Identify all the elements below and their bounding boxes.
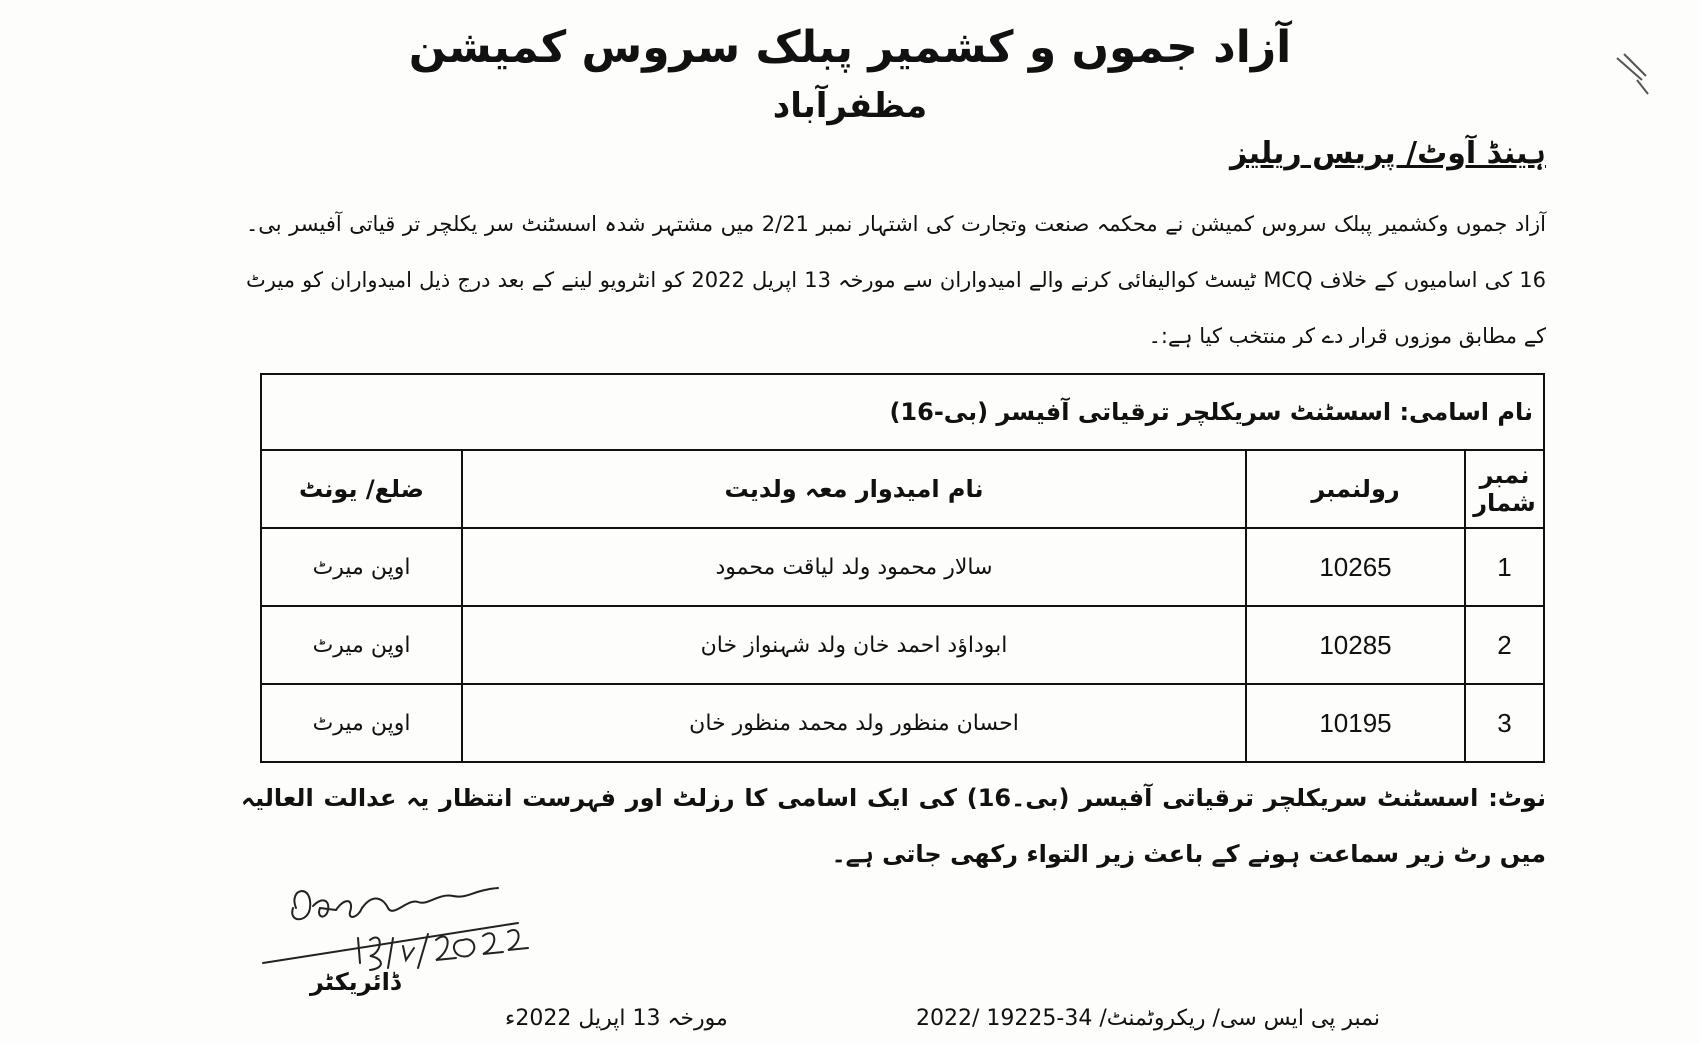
header-name: نام امیدوار معہ ولدیت — [462, 450, 1246, 528]
commission-title: آزاد جموں و کشمیر پبلک سروس کمیشن — [408, 22, 1292, 73]
candidate-name-cell: احسان منظور ولد محمد منظور خان — [462, 684, 1246, 762]
table-row — [261, 684, 1544, 762]
serial-cell: 3 — [1465, 684, 1544, 762]
unit-cell: اوپن میرٹ — [261, 684, 462, 762]
roll-cell: 10265 — [1246, 528, 1465, 606]
handout-heading: ہینڈ آوٹ/ پریس ریلیز — [1229, 136, 1546, 171]
selection-table — [260, 373, 1545, 763]
candidate-name-cell: سالار محمود ولد لیاقت محمود — [462, 528, 1246, 606]
note-paragraph: نوٹ: اسسٹنٹ سریکلچر ترقیاتی آفیسر (بی۔16) کی ایک اسامی کا رزلٹ اور فہرست انتظار یہ عدالت العالیہ میں رٹ زیر سماعت ہونے کے باعث زیر التواء رکھی جاتی ہے۔ — [241, 784, 1546, 868]
table-header-row — [261, 450, 1544, 528]
post-name-caption: نام اسامی: اسسٹنٹ سریکلچر ترقیاتی آفیسر (بی-16) — [261, 374, 1544, 450]
staple-mark — [1612, 50, 1652, 100]
header-roll: رولنمبر — [1246, 450, 1465, 528]
handwritten-signature — [258, 868, 558, 978]
table-row — [261, 528, 1544, 606]
serial-cell: 2 — [1465, 606, 1544, 684]
city-name: مظفرآباد — [772, 86, 928, 126]
unit-cell: اوپن میرٹ — [261, 606, 462, 684]
table-row — [261, 606, 1544, 684]
serial-cell: 1 — [1465, 528, 1544, 606]
issue-date: مورخہ 13 اپریل 2022ء — [505, 1006, 728, 1031]
body-paragraph: آزاد جموں وکشمیر پبلک سروس کمیشن نے محکمہ صنعت وتجارت کی اشتہار نمبر 2/21 میں مشتہر شدہ اسسٹنٹ سر یکلچر تر قیاتی آفیسر بی۔16 کی اسامیوں کے خلاف MCQ ٹیسٹ کوالیفائی کرنے والے امیدواران سے مورخہ 13 اپریل 2022 کو انٹرویو لینے کے بعد درج ذیل امیدواران کو میرٹ کے مطابق موزوں قرار دے کر منتخب کیا ہے:۔ — [246, 212, 1547, 348]
candidate-name-cell: ابوداؤد احمد خان ولد شہنواز خان — [462, 606, 1246, 684]
roll-cell: 10195 — [1246, 684, 1465, 762]
header-serial: نمبر شمار — [1465, 450, 1544, 528]
reference-number: نمبر پی ایس سی/ ریکروٹمنٹ/ 34-19225 /2022 — [915, 1006, 1380, 1031]
unit-cell: اوپن میرٹ — [261, 528, 462, 606]
header-unit: ضلع/ یونٹ — [261, 450, 462, 528]
director-signature-label: ڈائریکٹر — [310, 968, 401, 996]
roll-cell: 10285 — [1246, 606, 1465, 684]
